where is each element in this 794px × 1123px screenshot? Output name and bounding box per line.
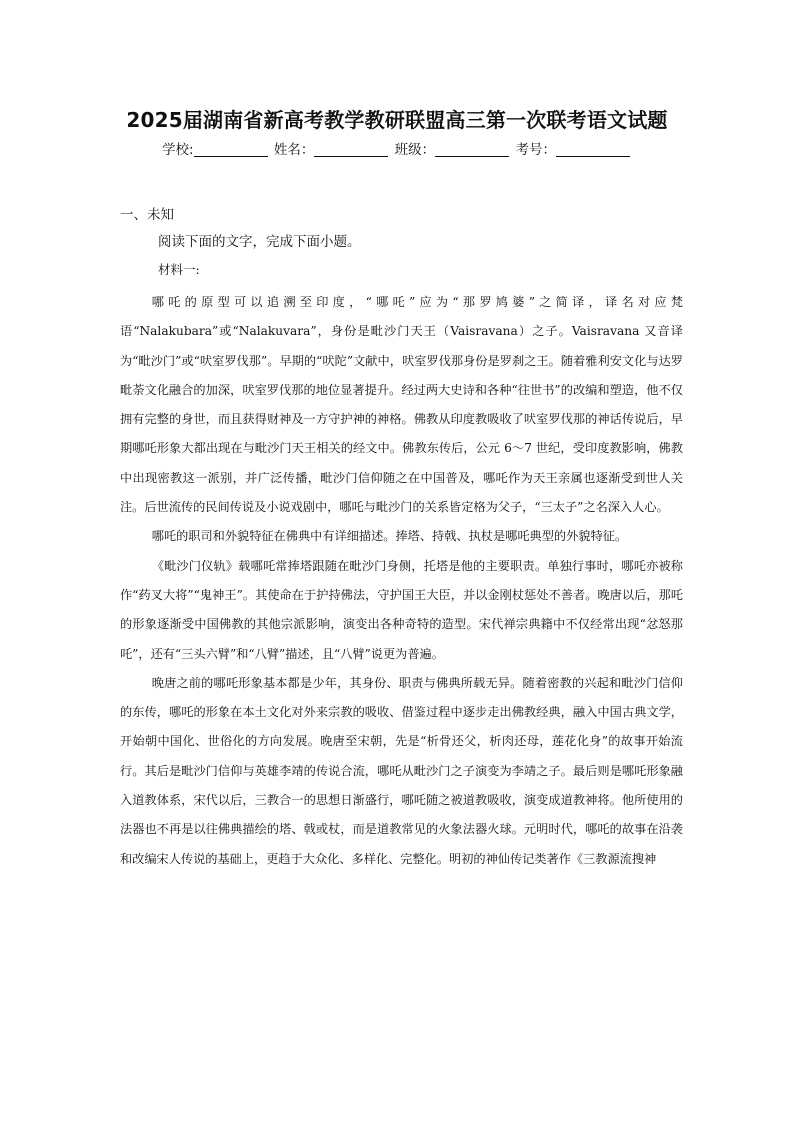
reading-passage — [120, 288, 683, 874]
name-label: 姓名： — [273, 142, 315, 158]
number-label: 考号： — [515, 142, 556, 158]
class-label: 班级： — [394, 142, 436, 158]
passage-paragraph: 晚唐之前的哪吒形象基本都是少年，其身份、职责与佛典所载无异。随着密教的兴起和毗沙门信仰的东传，哪吒的形象在本土文化对外来宗教的吸收、借鉴过程中逐步走出佛教经典，融入中国古典文学，开始朝中国化、世俗化的方向发展。晚唐至宋朝，先是“析骨还父，析肉还母，莲花化身”的故事开始流行。其后是毗沙门信仰与英雄李靖的传说合流，哪吒从毗沙门之子演变为李靖之子。最后则是哪吒形象融入道教体系，宋代以后，三教合一的思想日渐盛行，哪吒随之被道教吸收，演变成道教神将。他所使用的法器也不再是以往佛典描绘的塔、戟或杖，而是道教常见的火象法器火球。元明时代，哪吒的故事在沿袭和改编宋人传说的基础上，更趋于大众化、多样化、完整化。明初的神仙传记类著作《三教源流搜神 — [120, 675, 683, 866]
question-instruction: 阅读下面的文字，完成下面小题。 — [158, 234, 361, 250]
student-info-line — [0, 138, 794, 158]
school-blank[interactable] — [194, 142, 268, 157]
passage-paragraph: 哪吒的职司和外貌特征在佛典中有详细描述。捧塔、持戟、执杖是哪吒典型的外貌特征。 — [151, 529, 628, 544]
section-heading: 一、未知 — [120, 207, 174, 223]
name-blank[interactable] — [314, 142, 388, 157]
page-title: 2025届湖南省新高考教学教研联盟高三第一次联考语文试题 — [126, 108, 668, 132]
class-blank[interactable] — [435, 142, 509, 157]
number-blank[interactable] — [556, 142, 630, 157]
passage-paragraph: 《毗沙门仪轨》载哪吒常捧塔跟随在毗沙门身侧，托塔是他的主要职责。单独行事时，哪吒亦被称作“药叉大将”“鬼神王”。其使命在于护持佛法，守护国王大臣，并以金刚杖惩处不善者。晚唐以后，那吒的形象逐渐受中国佛教的其他宗派影响，演变出各种奇特的造型。宋代禅宗典籍中不仅经常出现“忿怒那吒”，还有“三头六臂”和“八臂”描述，且“八臂”说更为普遍。 — [120, 558, 683, 661]
passage-paragraph: 哪吒的原型可以追溯至印度，“哪吒”应为“那罗鸠婆”之简译，译名对应梵语“Nalakubara”或“Nalakuvara”，身份是毗沙门天王（Vaisravana）之子。Vaisravana 又音译为“毗沙门”或“吠室罗伐那”。早期的“吠陀”文献中，吠室罗伐那身份是罗刹之王。随着雅利安文化与达罗毗荼文化融合的加深，吠室罗伐那的地位显著提升。经过两大史诗和各种“往世书”的改编和塑造，他不仅拥有完整的身世，而且获得财神及一方守护神的神格。佛教从印度教吸收了吠室罗伐那的神话传说后，早期哪吒形象大都出现在与毗沙门天王相关的经文中。佛教东传后，公元 6～7 世纪，受印度教影响，佛教中出现密教这一派别，并广泛传播，毗沙门信仰随之在中国普及，哪吒作为天王亲属也逐渐受到世人关注。后世流传的民间传说及小说戏剧中，哪吒与毗沙门的关系皆定格为父子，“三太子”之名深入人心。 — [120, 295, 683, 515]
material-label: 材料一: — [158, 262, 200, 277]
school-label: 学校: — [162, 142, 194, 158]
